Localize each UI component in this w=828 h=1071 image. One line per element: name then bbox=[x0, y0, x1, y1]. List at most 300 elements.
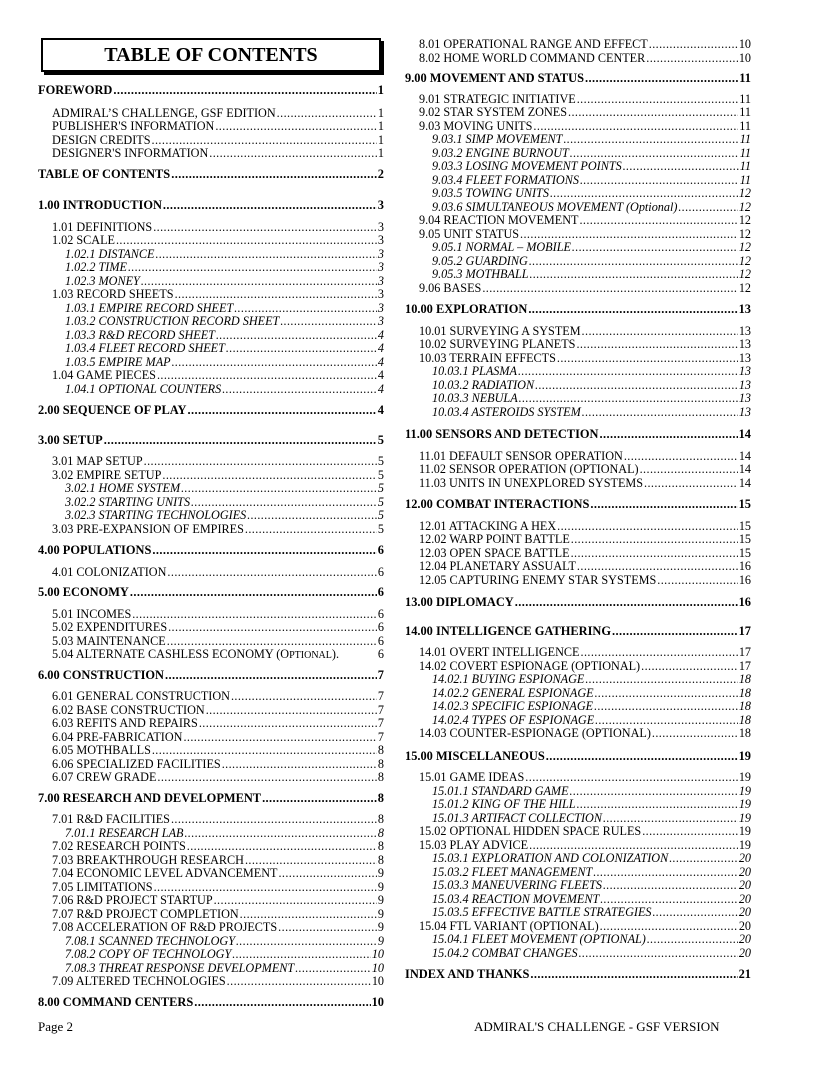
toc-entry-page: 15 bbox=[738, 518, 751, 533]
toc-entry-page: 5 bbox=[377, 467, 384, 482]
toc-entry-page: 20 bbox=[738, 945, 751, 960]
toc-entry-page: 11 bbox=[739, 91, 751, 106]
toc-entry-page: 7 bbox=[377, 689, 384, 703]
toc-entry bbox=[38, 648, 384, 662]
toc-entry bbox=[38, 731, 384, 745]
toc-dot-leader bbox=[535, 379, 738, 393]
toc-entry-page: 12 bbox=[738, 280, 751, 295]
toc-dot-leader bbox=[191, 496, 377, 510]
toc-dot-leader bbox=[206, 704, 377, 718]
toc-entry-page: 20 bbox=[738, 864, 751, 879]
toc-entry-title: 9.03.6 SIMULTANEOUS MOVEMENT (Optional) bbox=[432, 199, 678, 214]
toc-dot-leader bbox=[128, 261, 377, 275]
toc-dot-leader bbox=[130, 586, 377, 600]
toc-entry-title: 4.00 POPULATIONS bbox=[38, 543, 152, 557]
toc-entry-page: 8 bbox=[377, 852, 384, 867]
toc-entry-title: 10.03 TERRAIN EFFECTS bbox=[419, 350, 556, 365]
toc-dot-leader bbox=[187, 840, 377, 854]
toc-dot-leader bbox=[571, 547, 738, 561]
toc-entry bbox=[38, 744, 384, 758]
toc-entry-page: 15 bbox=[738, 545, 751, 560]
toc-entry bbox=[38, 840, 384, 854]
toc-entry-page: 15 bbox=[738, 532, 751, 546]
toc-entry-title: 12.05 CAPTURING ENEMY STAR SYSTEMS bbox=[419, 572, 657, 587]
toc-dot-leader bbox=[533, 120, 738, 134]
toc-entry bbox=[38, 383, 384, 397]
toc-entry-page: 13 bbox=[738, 337, 751, 351]
toc-entry-page: 3 bbox=[377, 233, 384, 247]
toc-entry-page: 11 bbox=[739, 71, 751, 85]
toc-dot-leader bbox=[152, 744, 377, 758]
toc-entry-title: 5.02 EXPENDITURES bbox=[52, 620, 168, 634]
toc-entry-page: 16 bbox=[738, 559, 751, 573]
toc-entry-page: 11 bbox=[739, 105, 751, 119]
toc-entry-title: 8.00 COMMAND CENTERS bbox=[38, 994, 194, 1009]
toc-entry-page: 11 bbox=[739, 132, 751, 146]
toc-dot-leader bbox=[167, 635, 377, 649]
toc-entry-page: 6 bbox=[377, 647, 384, 661]
toc-entry-title: 10.03.3 NEBULA bbox=[432, 391, 518, 405]
toc-entry-page: 19 bbox=[738, 797, 751, 811]
toc-section-entry bbox=[405, 968, 751, 982]
toc-list-right bbox=[405, 38, 751, 982]
toc-entry-title: 9.06 BASES bbox=[419, 280, 482, 295]
toc-entry-title: 7.07 R&D PROJECT COMPLETION bbox=[52, 906, 239, 921]
toc-entry-page: 14 bbox=[738, 448, 751, 463]
toc-entry-title: 7.08.3 THREAT RESPONSE DEVELOPMENT bbox=[65, 960, 295, 975]
toc-entry-page: 9 bbox=[377, 879, 384, 894]
toc-entry-page: 13 bbox=[738, 404, 751, 419]
toc-entry-title: 6.06 SPECIALIZED FACILITIES bbox=[52, 756, 221, 771]
toc-entry-page: 8 bbox=[377, 790, 384, 805]
toc-entry-title: 12.00 COMBAT INTERACTIONS bbox=[405, 497, 590, 511]
toc-entry-page: 4 bbox=[377, 327, 384, 342]
toc-entry bbox=[38, 369, 384, 383]
toc-dot-leader bbox=[529, 839, 738, 853]
toc-entry-title: 11.03 UNITS IN UNEXPLORED SYSTEMS bbox=[419, 475, 644, 490]
toc-dot-leader bbox=[154, 881, 377, 895]
toc-dot-leader bbox=[570, 147, 739, 161]
toc-entry bbox=[38, 962, 384, 976]
toc-entry bbox=[38, 248, 384, 262]
toc-entry bbox=[405, 574, 751, 588]
toc-dot-leader bbox=[209, 147, 377, 161]
toc-entry-page: 9 bbox=[377, 893, 384, 907]
toc-entry-page: 12 bbox=[738, 226, 751, 241]
toc-entry-page: 1 bbox=[377, 132, 384, 147]
toc-entry-title: 9.04 REACTION MOVEMENT bbox=[419, 213, 579, 227]
toc-entry bbox=[405, 268, 751, 282]
toc-dot-leader bbox=[563, 133, 738, 147]
toc-entry-page: 14 bbox=[738, 462, 751, 476]
toc-entry-title: 11.02 SENSOR OPERATION (OPTIONAL) bbox=[419, 462, 639, 476]
toc-entry-page: 20 bbox=[738, 918, 751, 933]
toc-dot-leader bbox=[568, 106, 738, 120]
toc-section-entry bbox=[38, 544, 384, 558]
toc-entry-page: 7 bbox=[377, 716, 384, 730]
toc-dot-leader bbox=[652, 906, 737, 920]
toc-entry-page: 12 bbox=[738, 267, 751, 281]
toc-entry-page: 1 bbox=[377, 83, 384, 97]
toc-entry-title: 1.03.2 CONSTRUCTION RECORD SHEET bbox=[65, 314, 280, 328]
toc-entry-page: 4 bbox=[377, 341, 384, 355]
toc-entry-title: 15.02 OPTIONAL HIDDEN SPACE RULES bbox=[419, 824, 642, 838]
toc-dot-leader bbox=[649, 38, 738, 52]
toc-entry-page: 10 bbox=[738, 37, 751, 51]
toc-entry bbox=[405, 463, 751, 477]
page-number: Page 2 bbox=[38, 1019, 74, 1034]
toc-entry bbox=[405, 879, 751, 893]
toc-dot-leader bbox=[222, 383, 377, 397]
toc-entry bbox=[38, 948, 384, 962]
toc-entry bbox=[38, 315, 384, 329]
toc-dot-leader bbox=[215, 120, 377, 134]
toc-section-entry bbox=[38, 168, 384, 182]
toc-dot-leader bbox=[546, 750, 738, 764]
toc-entry-page: 10 bbox=[738, 50, 751, 65]
toc-entry-page: 5 bbox=[377, 454, 384, 468]
toc-entry bbox=[38, 608, 384, 622]
toc-entry bbox=[405, 392, 751, 406]
toc-entry bbox=[405, 933, 751, 947]
toc-entry-page: 10 bbox=[371, 974, 384, 988]
toc-entry-title: 14.01 OVERT INTELLIGENCE bbox=[419, 645, 580, 659]
toc-entry bbox=[38, 867, 384, 881]
toc-entry bbox=[38, 921, 384, 935]
toc-entry-title: 3.03 PRE-EXPANSION OF EMPIRES bbox=[52, 521, 244, 536]
toc-entry bbox=[38, 771, 384, 785]
toc-entry-page: 10 bbox=[371, 994, 384, 1009]
toc-entry-page: 5 bbox=[377, 521, 384, 536]
toc-section-entry bbox=[38, 84, 384, 98]
toc-entry bbox=[38, 120, 384, 134]
toc-dot-leader bbox=[585, 673, 737, 687]
toc-entry bbox=[405, 325, 751, 339]
toc-entry bbox=[405, 866, 751, 880]
toc-entry-title: 7.02 RESEARCH POINTS bbox=[52, 839, 186, 853]
toc-entry-title: 1.01 DEFINITIONS bbox=[52, 219, 153, 234]
toc-entry-title: 9.05 UNIT STATUS bbox=[419, 226, 520, 241]
toc-entry-title: 15.01.2 KING OF THE HILL bbox=[432, 797, 576, 811]
toc-entry-page: 4 bbox=[377, 368, 384, 382]
toc-entry-page: 4 bbox=[377, 354, 384, 369]
toc-entry-title: 9.01 STRATEGIC INITIATIVE bbox=[419, 91, 576, 106]
toc-entry-title: 12.02 WARP POINT BATTLE bbox=[419, 532, 570, 546]
toc-entry-page: 6 bbox=[377, 543, 384, 557]
toc-dot-leader bbox=[184, 827, 376, 841]
toc-entry bbox=[38, 566, 384, 580]
toc-dot-leader bbox=[232, 948, 371, 962]
toc-entry-title: 15.03.4 REACTION MOVEMENT bbox=[432, 891, 600, 906]
toc-entry-title: 6.05 MOTHBALLS bbox=[52, 743, 151, 757]
toc-dot-leader bbox=[595, 687, 738, 701]
toc-dot-leader bbox=[153, 221, 377, 235]
toc-entry-title: 15.01.3 ARTIFACT COLLECTION bbox=[432, 810, 602, 825]
toc-entry bbox=[405, 714, 751, 728]
toc-entry-title: 1.02.3 MONEY bbox=[65, 273, 140, 288]
toc-entry-page: 17 bbox=[738, 623, 751, 638]
toc-entry-page: 3 bbox=[377, 273, 384, 288]
toc-entry-page: 1 bbox=[377, 105, 384, 120]
toc-entry-title: 11.00 SENSORS AND DETECTION bbox=[405, 427, 599, 441]
toc-dot-leader bbox=[530, 968, 737, 982]
toc-entry-title: 1.02 SCALE bbox=[52, 233, 115, 247]
toc-entry bbox=[38, 894, 384, 908]
toc-entry bbox=[38, 134, 384, 148]
toc-entry-page: 19 bbox=[738, 824, 751, 838]
toc-dot-leader bbox=[603, 879, 738, 893]
toc-section-entry bbox=[405, 596, 751, 610]
toc-entry-page: 3 bbox=[377, 314, 384, 328]
toc-entry-page: 5 bbox=[377, 494, 384, 509]
toc-entry bbox=[38, 758, 384, 772]
toc-entry-title: 15.04.2 COMBAT CHANGES bbox=[432, 945, 578, 960]
toc-entry-page: 19 bbox=[738, 837, 751, 852]
toc-entry bbox=[38, 813, 384, 827]
toc-entry bbox=[405, 282, 751, 296]
toc-entry-page: 7 bbox=[377, 729, 384, 744]
toc-entry-page: 7 bbox=[377, 667, 384, 682]
toc-entry-page: 12 bbox=[738, 199, 751, 214]
toc-entry bbox=[38, 455, 384, 469]
toc-entry-title: 14.03 COUNTER-ESPIONAGE (OPTIONAL) bbox=[419, 726, 651, 740]
toc-dot-leader bbox=[581, 646, 738, 660]
toc-entry-page: 19 bbox=[738, 748, 751, 763]
toc-entry-page: 18 bbox=[738, 726, 751, 740]
toc-entry-title: 9.03.4 FLEET FORMATIONS bbox=[432, 172, 579, 187]
toc-entry bbox=[38, 717, 384, 731]
toc-dot-leader bbox=[247, 509, 377, 523]
toc-entry-title: 1.03.3 R&D RECORD SHEET bbox=[65, 327, 215, 342]
toc-entry-title: 10.03.4 ASTEROIDS SYSTEM bbox=[432, 404, 581, 419]
toc-entry bbox=[405, 38, 751, 52]
toc-entry-title: 7.03 BREAKTHROUGH RESEARCH bbox=[52, 852, 244, 867]
toc-entry bbox=[405, 120, 751, 134]
toc-entry-title: 1.00 INTRODUCTION bbox=[38, 198, 162, 212]
toc-entry-page: 20 bbox=[738, 851, 751, 865]
toc-dot-leader bbox=[577, 560, 738, 574]
toc-dot-leader bbox=[557, 520, 738, 534]
toc-entry-title: 8.01 OPERATIONAL RANGE AND EFFECT bbox=[419, 37, 648, 51]
toc-entry-page: 12 bbox=[738, 186, 751, 200]
toc-dot-leader bbox=[214, 894, 377, 908]
toc-section-entry bbox=[38, 669, 384, 683]
toc-entry bbox=[405, 700, 751, 714]
toc-entry bbox=[405, 160, 751, 174]
toc-dot-leader bbox=[183, 731, 376, 745]
toc-entry-title: 6.04 PRE-FABRICATION bbox=[52, 729, 183, 744]
toc-entry-page: 18 bbox=[738, 699, 751, 713]
toc-entry-page: 19 bbox=[738, 770, 751, 784]
toc-dot-leader bbox=[580, 174, 739, 188]
toc-entry-title: 1.02.1 DISTANCE bbox=[65, 246, 155, 261]
toc-entry-page: 19 bbox=[738, 810, 751, 825]
toc-entry-title: 6.01 GENERAL CONSTRUCTION bbox=[52, 689, 230, 703]
toc-entry bbox=[405, 255, 751, 269]
toc-dot-leader bbox=[171, 168, 377, 182]
toc-entry bbox=[405, 241, 751, 255]
toc-entry-page: 6 bbox=[377, 633, 384, 648]
toc-dot-leader bbox=[116, 234, 377, 248]
toc-entry bbox=[38, 261, 384, 275]
toc-entry bbox=[38, 147, 384, 161]
toc-dot-leader bbox=[240, 908, 377, 922]
toc-left-column bbox=[38, 38, 384, 1009]
toc-entry-page: 3 bbox=[377, 219, 384, 234]
toc-entry-page: 4 bbox=[377, 381, 384, 396]
toc-dot-leader bbox=[600, 893, 738, 907]
toc-entry-title: 6.00 CONSTRUCTION bbox=[38, 667, 164, 682]
toc-entry-title: ADMIRAL’S CHALLENGE, GSF EDITION bbox=[52, 105, 276, 120]
toc-entry-page: 14 bbox=[738, 475, 751, 490]
toc-entry-title: 1.02.2 TIME bbox=[65, 260, 127, 274]
toc-entry-title: 9.05.1 NORMAL – MOBILE bbox=[432, 240, 571, 254]
toc-entry-page: 6 bbox=[377, 606, 384, 621]
toc-dot-leader bbox=[528, 303, 737, 317]
toc-entry-title: 14.02 COVERT ESPIONAGE (OPTIONAL) bbox=[419, 658, 641, 673]
toc-entry bbox=[405, 812, 751, 826]
toc-entry bbox=[405, 147, 751, 161]
toc-section-entry bbox=[405, 72, 751, 86]
toc-entry-title: 9.05.3 MOTHBALL bbox=[432, 267, 529, 281]
toc-entry-title: 3.02.2 STARTING UNITS bbox=[65, 494, 191, 509]
toc-entry bbox=[38, 288, 384, 302]
toc-entry-page: 8 bbox=[377, 812, 384, 826]
toc-entry bbox=[405, 214, 751, 228]
toc-dot-leader bbox=[585, 72, 738, 86]
toc-dot-leader bbox=[571, 533, 738, 547]
toc-entry-page: 5 bbox=[377, 432, 384, 447]
toc-section-entry bbox=[405, 625, 751, 639]
toc-dot-leader bbox=[572, 241, 738, 255]
toc-dot-leader bbox=[171, 813, 377, 827]
toc-entry-title: 1.03 RECORD SHEETS bbox=[52, 287, 174, 301]
toc-dot-leader bbox=[595, 714, 738, 728]
toc-dot-leader bbox=[152, 134, 377, 148]
toc-entry-title: 11.01 DEFAULT SENSOR OPERATION bbox=[419, 448, 623, 463]
toc-dot-leader bbox=[175, 288, 377, 302]
toc-entry bbox=[38, 975, 384, 989]
toc-dot-leader bbox=[482, 282, 738, 296]
toc-entry-title: 4.01 COLONIZATION bbox=[52, 564, 167, 579]
toc-entry bbox=[405, 852, 751, 866]
toc-entry-page: 8 bbox=[377, 825, 384, 840]
toc-dot-leader bbox=[234, 302, 377, 316]
toc-entry-title: 10.03.2 RADIATION bbox=[432, 377, 535, 392]
toc-entry-page: 13 bbox=[738, 364, 751, 378]
toc-dot-leader bbox=[156, 248, 377, 262]
toc-entry bbox=[405, 133, 751, 147]
toc-entry-title: 10.03.1 PLASMA bbox=[432, 364, 517, 378]
toc-entry bbox=[405, 646, 751, 660]
toc-entry bbox=[405, 338, 751, 352]
toc-entry-smallcaps: PTIONAL bbox=[289, 650, 332, 661]
toc-entry bbox=[38, 469, 384, 483]
toc-entry-title: 14.00 INTELLIGENCE GATHERING bbox=[405, 623, 611, 638]
toc-entry-page: 8 bbox=[377, 839, 384, 853]
toc-entry-title: 7.09 ALTERED TECHNOLOGIES bbox=[52, 974, 226, 988]
toc-section-entry bbox=[38, 996, 384, 1010]
toc-entry-page: 9 bbox=[377, 906, 384, 921]
toc-entry bbox=[38, 523, 384, 537]
toc-entry-title: 6.03 REFITS AND REPAIRS bbox=[52, 716, 198, 730]
toc-entry-title: 9.02 STAR SYSTEM ZONES bbox=[419, 105, 567, 119]
toc-entry-title: 15.03.1 EXPLORATION AND COLONIZATION bbox=[432, 851, 669, 865]
toc-entry bbox=[405, 906, 751, 920]
toc-entry-page: 3 bbox=[377, 198, 384, 212]
toc-dot-leader bbox=[678, 201, 737, 215]
toc-entry-page: 4 bbox=[377, 403, 384, 417]
toc-entry-page: 18 bbox=[738, 685, 751, 700]
toc-entry bbox=[405, 560, 751, 574]
toc-right-column bbox=[405, 38, 751, 982]
toc-entry-page: 13 bbox=[738, 302, 751, 316]
toc-entry-title: 5.00 ECONOMY bbox=[38, 585, 129, 599]
toc-entry-title: DESIGNER'S INFORMATION bbox=[52, 146, 209, 160]
toc-entry bbox=[38, 908, 384, 922]
toc-entry-page: 16 bbox=[738, 572, 751, 587]
toc-entry bbox=[405, 450, 751, 464]
toc-dot-leader bbox=[226, 342, 377, 356]
toc-entry-title: 7.08 ACCELERATION OF R&D PROJECTS bbox=[52, 920, 278, 934]
toc-entry-title: 1.03.4 FLEET RECORD SHEET bbox=[65, 341, 225, 355]
toc-entry-title: 7.00 RESEARCH AND DEVELOPMENT bbox=[38, 790, 262, 805]
toc-entry-title: 7.01 R&D FACILITIES bbox=[52, 812, 170, 826]
toc-dot-leader bbox=[590, 498, 737, 512]
toc-entry-title: 12.04 PLANETARY ASSUALT bbox=[419, 559, 576, 573]
toc-dot-leader bbox=[222, 758, 377, 772]
toc-entry bbox=[405, 520, 751, 534]
toc-entry bbox=[405, 187, 751, 201]
toc-entry-title: 3.02.3 STARTING TECHNOLOGIES bbox=[65, 508, 247, 522]
toc-entry-title: 9.00 MOVEMENT AND STATUS bbox=[405, 71, 584, 85]
toc-entry bbox=[38, 275, 384, 289]
toc-dot-leader bbox=[647, 933, 738, 947]
toc-entry bbox=[405, 93, 751, 107]
toc-entry-page: 11 bbox=[739, 159, 751, 173]
toc-dot-leader bbox=[530, 268, 738, 282]
toc-entry-title: 6.02 BASE CONSTRUCTION bbox=[52, 702, 205, 717]
toc-entry bbox=[38, 302, 384, 316]
toc-entry-title: 14.02.1 BUYING ESPIONAGE bbox=[432, 672, 585, 686]
toc-section-entry bbox=[405, 303, 751, 317]
toc-entry-page: 1 bbox=[377, 146, 384, 160]
toc-entry bbox=[38, 482, 384, 496]
toc-entry bbox=[405, 771, 751, 785]
toc-entry-title: INDEX AND THANKS bbox=[405, 967, 530, 981]
toc-dot-leader bbox=[603, 812, 738, 826]
toc-dot-leader bbox=[525, 771, 738, 785]
toc-entry-title: PUBLISHER'S INFORMATION bbox=[52, 119, 215, 133]
toc-dot-leader bbox=[600, 920, 738, 934]
toc-entry-page: 20 bbox=[738, 891, 751, 906]
toc-entry bbox=[405, 379, 751, 393]
toc-dot-leader bbox=[515, 596, 738, 610]
toc-dot-leader bbox=[236, 935, 377, 949]
toc-entry-page: 7 bbox=[377, 702, 384, 717]
toc-entry-page: 13 bbox=[738, 377, 751, 392]
toc-entry-page: 8 bbox=[377, 743, 384, 757]
toc-entry-page: 20 bbox=[738, 878, 751, 892]
toc-section-entry bbox=[405, 750, 751, 764]
toc-entry-title: 9.03.3 LOSING MOVEMENT POINTS bbox=[432, 159, 622, 173]
toc-dot-leader bbox=[172, 356, 377, 370]
toc-entry-title: 12.03 OPEN SPACE BATTLE bbox=[419, 545, 570, 560]
toc-entry-title: 15.00 MISCELLANEOUS bbox=[405, 748, 545, 763]
toc-entry-title: 13.00 DIPLOMACY bbox=[405, 595, 514, 609]
toc-entry-page: 11 bbox=[739, 172, 751, 187]
toc-dot-leader bbox=[280, 315, 377, 329]
